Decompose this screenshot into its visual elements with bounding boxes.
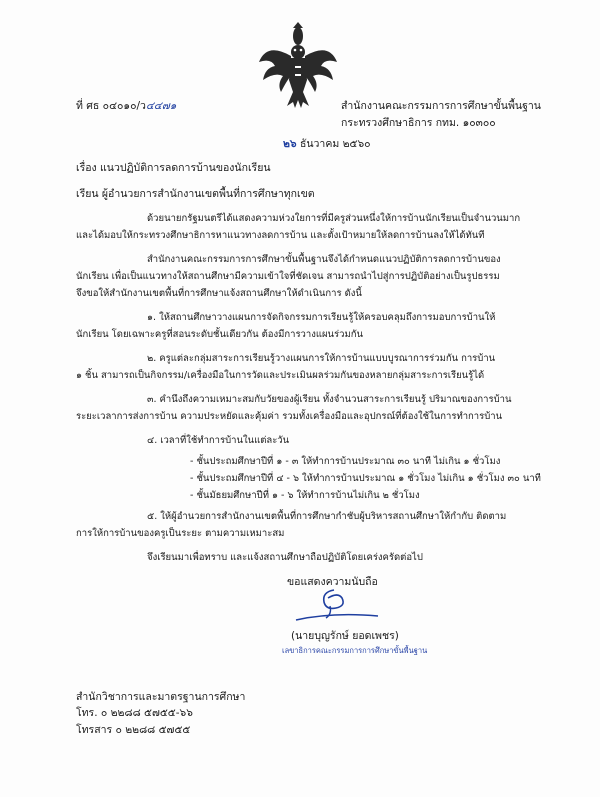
item-4-bullet-3: - ชั้นมัธยมศึกษาปีที่ ๑ - ๖ ให้ทำการบ้านไม่เกิน ๒ ชั่วโมง — [190, 490, 420, 501]
footer-office: สำนักวิชาการและมาตรฐานการศึกษา — [76, 691, 246, 703]
recipient-line: เรียน ผู้อำนวยการสำนักงานเขตพื้นที่การศึกษาทุกเขต — [76, 188, 315, 200]
item-4-line-1: ๔. เวลาที่ใช้ทำการบ้านในแต่ละวัน — [147, 435, 290, 446]
paragraph-2-line-3: จึงขอให้สำนักงานเขตพื้นที่การศึกษาแจ้งสถานศึกษาให้ดำเนินการ ดังนี้ — [76, 288, 362, 299]
date-day-handwritten: ๒๖ — [283, 138, 297, 150]
garuda-emblem-icon — [257, 22, 339, 108]
date-month-year: ธันวาคม ๒๕๖๐ — [299, 138, 371, 150]
item-5-line-2: การให้การบ้านของครูเป็นระยะ ตามความเหมาะสม — [76, 528, 285, 539]
footer-fax: โทรสาร ๐ ๒๒๘๘ ๕๗๕๕ — [76, 724, 191, 736]
item-1-line-1: ๑. ให้สถานศึกษาวางแผนการจัดกิจกรรมการเรียนรู้ให้ครอบคลุมถึงการมอบการบ้านให้ — [147, 312, 496, 323]
footer-tel: โทร. ๐ ๒๒๘๘ ๕๗๕๕-๖๖ — [76, 707, 193, 719]
item-3-line-1: ๓. คำนึงถึงความเหมาะสมกับวัยของผู้เรียน ทั้งจำนวนสาระการเรียนรู้ ปริมาณของการบ้าน — [147, 394, 512, 405]
paragraph-1-line-1: ด้วยนายกรัฐมนตรีได้แสดงความห่วงใยการที่มีครูส่วนหนึ่งให้การบ้านนักเรียนเป็นจำนวนมาก — [147, 213, 521, 224]
item-1-line-2: นักเรียน โดยเฉพาะครูที่สอนระดับชั้นเดียวกัน ต้องมีการวางแผนร่วมกัน — [76, 329, 363, 340]
item-5-line-1: ๕. ให้ผู้อำนวยการสำนักงานเขตพื้นที่การศึกษากำชับผู้บริหารสถานศึกษาให้กำกับ ติดตาม — [147, 511, 507, 522]
item-4-bullet-1: - ชั้นประถมศึกษาปีที่ ๑ - ๓ ให้ทำการบ้านประมาณ ๓๐ นาที ไม่เกิน ๑ ชั่วโมง — [190, 456, 501, 467]
signatory-name: (นายบุญรักษ์ ยอดเพชร) — [291, 630, 399, 642]
office-line-2: กระทรวงศึกษาธิการ กทม. ๑๐๓๐๐ — [341, 117, 496, 129]
document-number-handwritten: ๔๔๗๑ — [145, 100, 177, 112]
document-number-prefix: ที่ ศธ ๐๔๐๑๐/ว — [76, 100, 146, 112]
document-number — [76, 99, 176, 113]
handwritten-signature-icon — [292, 582, 382, 628]
item-3-line-2: ระยะเวลาการส่งการบ้าน ความประหยัดและคุ้มค่า รวมทั้งเครื่องมือและอุปกรณ์ที่ต้องใช้ในการทำการบ้าน — [76, 411, 503, 422]
signatory-title: เลขาธิการคณะกรรมการการศึกษาขั้นพื้นฐาน — [282, 646, 428, 655]
closing-line: จึงเรียนมาเพื่อทราบ และแจ้งสถานศึกษาถือปฏิบัติโดยเคร่งครัดต่อไป — [147, 552, 423, 563]
salutation: ขอแสดงความนับถือ — [287, 576, 378, 588]
subject-line: เรื่อง แนวปฏิบัติการลดการบ้านของนักเรียน — [76, 162, 271, 174]
office-line-1: สำนักงานคณะกรรมการการศึกษาขั้นพื้นฐาน — [341, 100, 541, 112]
paragraph-1-line-2: และได้มอบให้กระทรวงศึกษาธิการหาแนวทางลดการบ้าน และตั้งเป้าหมายให้ลดการบ้านลงให้ได้ทันที — [76, 230, 485, 241]
paragraph-2-line-1: สำนักงานคณะกรรมการการศึกษาขั้นพื้นฐานจึงได้กำหนดแนวปฏิบัติการลดการบ้านของ — [147, 254, 501, 265]
item-2-line-1: ๒. ครูแต่ละกลุ่มสาระการเรียนรู้วางแผนการให้การบ้านแบบบูรณาการร่วมกัน การบ้าน — [147, 353, 496, 364]
document-date — [283, 137, 371, 151]
item-2-line-2: ๑ ชิ้น สามารถเป็นกิจกรรม/เครื่องมือในการวัดและประเมินผลร่วมกันของหลายกลุ่มสาระการเรียนรู้ได้ — [76, 370, 485, 381]
item-4-bullet-2: - ชั้นประถมศึกษาปีที่ ๔ - ๖ ให้ทำการบ้านประมาณ ๑ ชั่วโมง ไม่เกิน ๑ ชั่วโมง ๓๐ นาที — [190, 473, 541, 484]
paragraph-2-line-2: นักเรียน เพื่อเป็นแนวทางให้สถานศึกษามีความเข้าใจที่ชัดเจน สามารถนำไปสู่การปฏิบัติอย่างเป็นรูปธรรม — [76, 271, 500, 282]
